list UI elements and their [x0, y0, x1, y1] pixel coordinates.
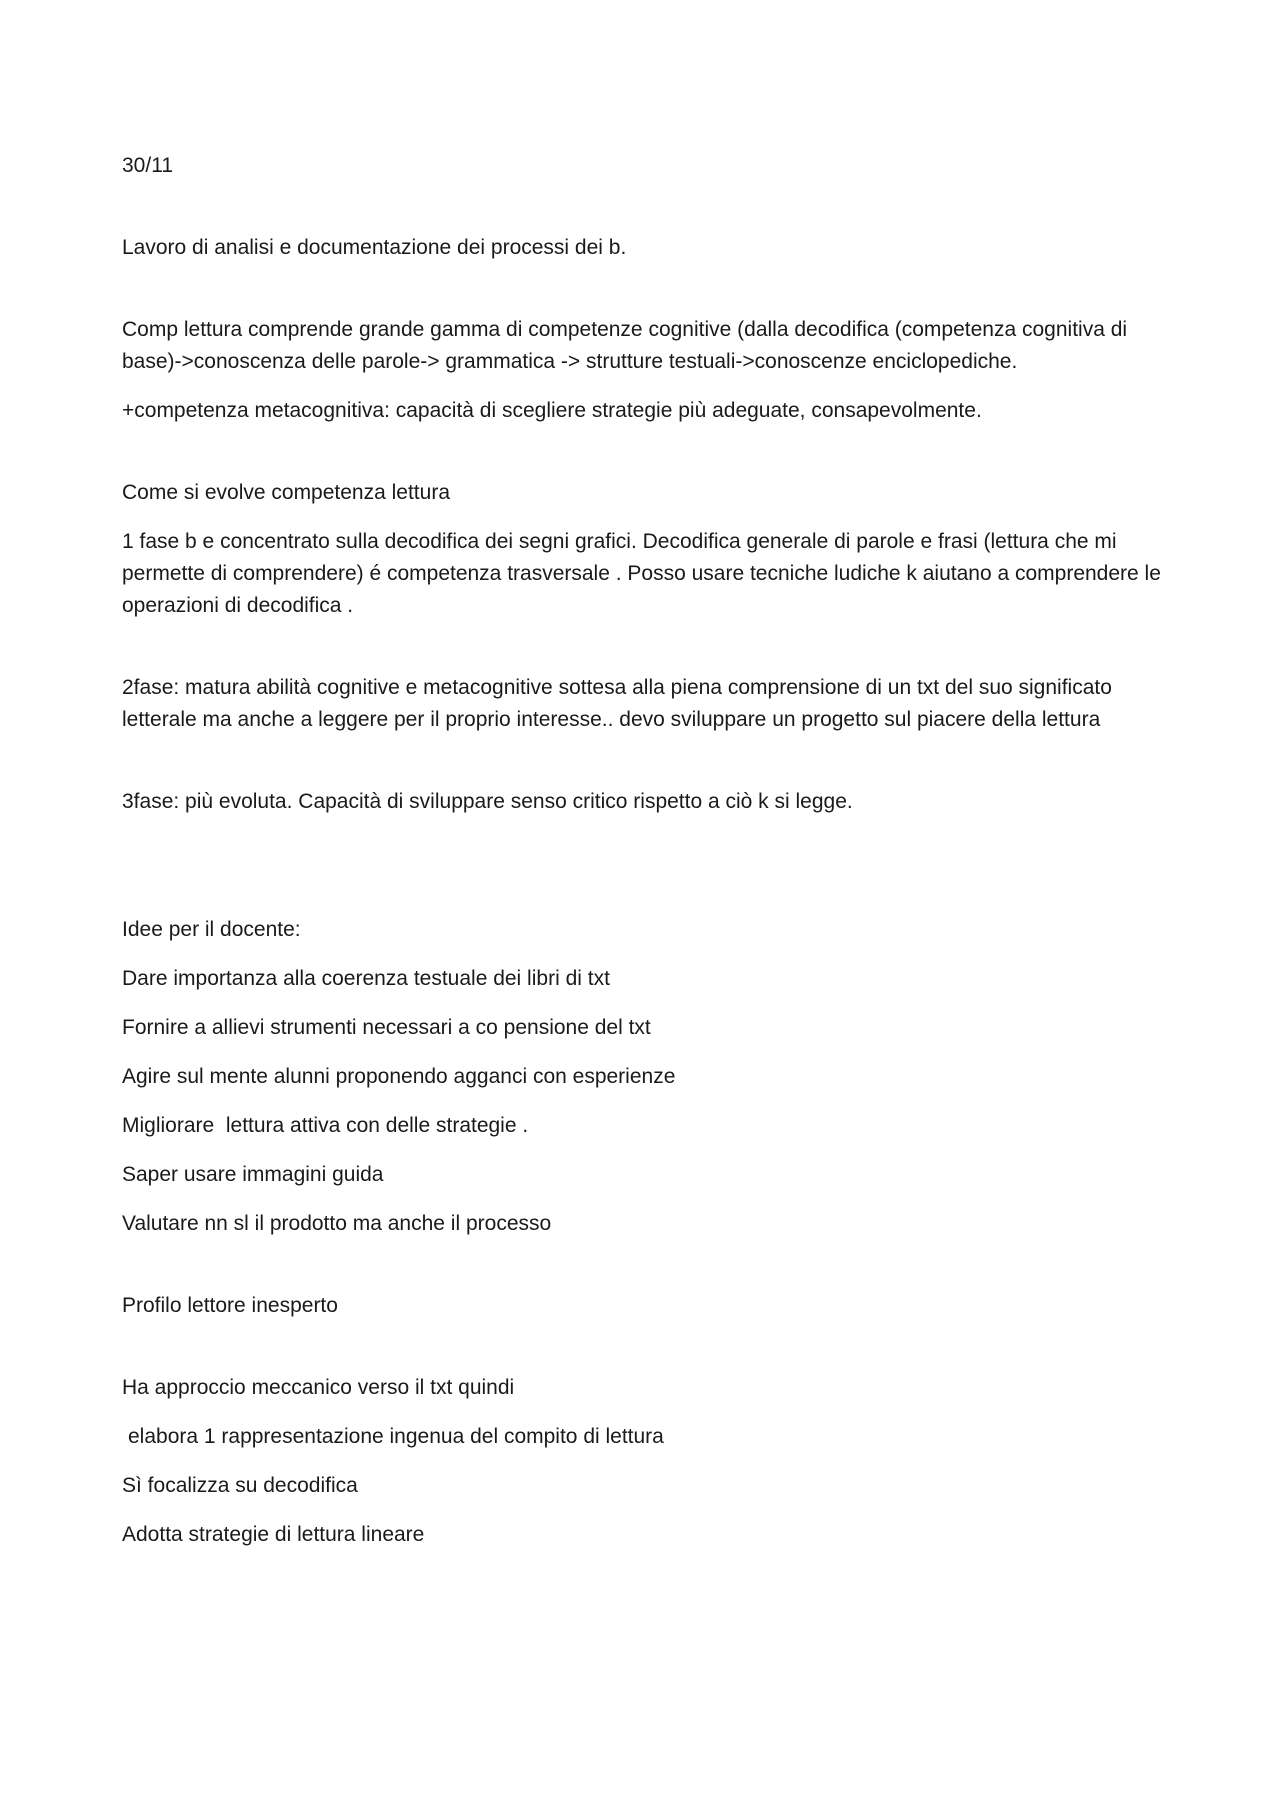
idea-item: Agire sul mente alunni proponendo agganci con esperienze — [122, 1065, 676, 1088]
idea-item: Valutare nn sl il prodotto ma anche il processo — [122, 1212, 552, 1235]
idea-item: Dare importanza alla coerenza testuale dei libri di txt — [122, 967, 610, 990]
metacognitive-paragraph: +competenza metacognitiva: capacità di scegliere strategie più adeguate, consapevolmente. — [122, 399, 982, 422]
phase3-paragraph: 3fase: più evoluta. Capacità di sviluppare senso critico rispetto a ciò k si legge. — [122, 790, 853, 813]
profile-item: Ha approccio meccanico verso il txt quindi — [122, 1376, 515, 1399]
profile-item: elabora 1 rappresentazione ingenua del compito di lettura — [128, 1425, 664, 1448]
profile-item: Adotta strategie di lettura lineare — [122, 1523, 425, 1546]
idea-item: Fornire a allievi strumenti necessari a co pensione del txt — [122, 1016, 651, 1039]
idea-item: Migliorare lettura attiva con delle strategie . — [122, 1114, 529, 1137]
profile-heading: Profilo lettore inesperto — [122, 1294, 338, 1317]
date-line: 30/11 — [122, 154, 173, 177]
ideas-heading: Idee per il docente: — [122, 918, 301, 941]
evolution-heading: Come si evolve competenza lettura — [122, 481, 450, 504]
comp-reading-paragraph: Comp lettura comprende grande gamma di competenze cognitive (dalla decodifica (competenza cognitiva di base)->conoscenza delle parole-> grammatica -> strutture testuali->conoscenze enciclopediche. — [122, 318, 1128, 373]
intro-line: Lavoro di analisi e documentazione dei processi dei b. — [122, 236, 627, 259]
idea-item: Saper usare immagini guida — [122, 1163, 384, 1186]
phase2-paragraph: 2fase: matura abilità cognitive e metacognitive sottesa alla piena comprensione di un txt del suo significato letterale ma anche a leggere per il proprio interesse.. devo sviluppare un progetto sul piacere della lettura — [122, 676, 1112, 731]
phase1-paragraph: 1 fase b e concentrato sulla decodifica dei segni grafici. Decodifica generale di parole e frasi (lettura che mi permette di comprendere) é competenza trasversale . Posso usare tecniche ludiche k aiutano a comprendere le operazioni di decodifica . — [122, 530, 1161, 617]
profile-item: Sì focalizza su decodifica — [122, 1474, 358, 1497]
document-body — [122, 150, 1167, 1568]
